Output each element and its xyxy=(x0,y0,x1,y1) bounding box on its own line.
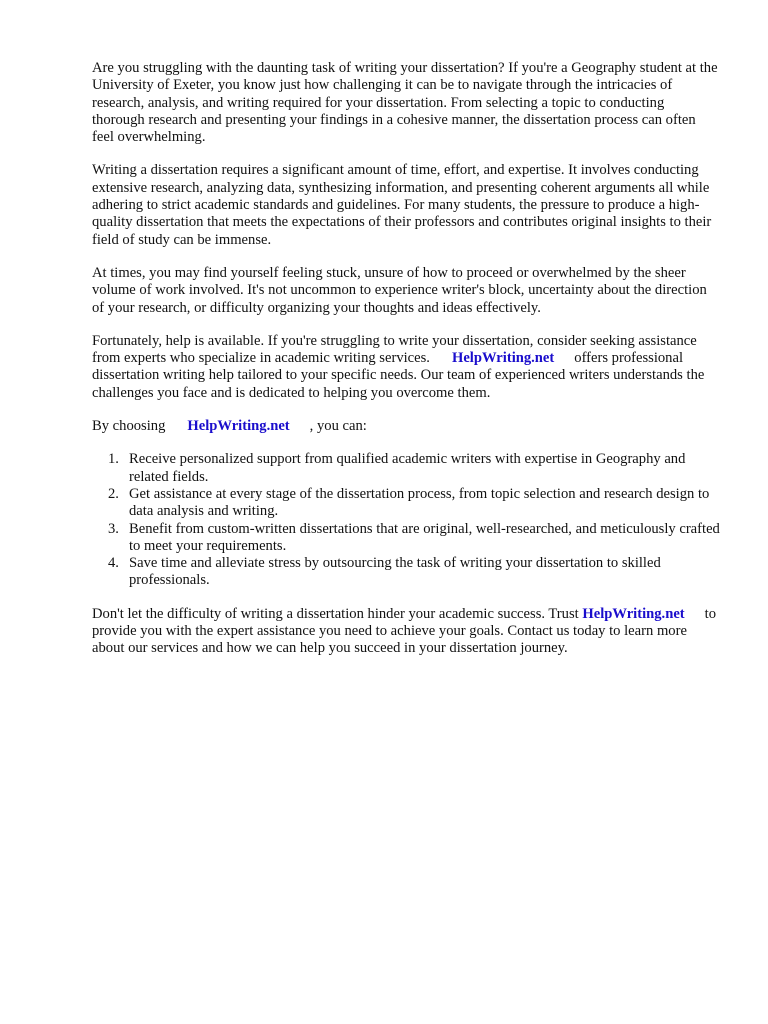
benefits-list xyxy=(92,451,720,589)
list-item-text: Benefit from custom-written dissertations that are original, well-researched, and meticulously crafted to meet your requirements. xyxy=(129,520,720,554)
stuck-paragraph: At times, you may find yourself feeling stuck, unsure of how to proceed or overwhelmed by the sheer volume of work involved. It's not uncommon to experience writer's block, uncertainty about the direction of your research, or difficulty organizing your thoughts and ideas effectively. xyxy=(92,264,707,316)
help-text-before: Fortunately, help is available. If you're struggling to write your dissertation, consider seeking assistance from experts who specialize in academic writing services. xyxy=(92,332,697,367)
list-item xyxy=(92,486,720,521)
list-item-number: 2. xyxy=(108,485,119,502)
document-body xyxy=(92,60,720,674)
list-item-text: Get assistance at every stage of the dissertation process, from topic selection and research design to data analysis and writing. xyxy=(129,485,710,520)
closing-text-before: Don't let the difficulty of writing a dissertation hinder your academic success. Trust xyxy=(92,605,579,622)
choosing-text-after: , you can: xyxy=(309,418,367,435)
list-item xyxy=(92,555,720,590)
helpwriting-link-1[interactable]: HelpWriting.net xyxy=(451,350,555,367)
list-item-number: 1. xyxy=(108,451,119,468)
help-paragraph xyxy=(92,333,720,402)
helpwriting-link-2[interactable]: HelpWriting.net xyxy=(187,418,290,435)
list-item-text: Save time and alleviate stress by outsourcing the task of writing your dissertation to skilled professionals. xyxy=(129,555,661,589)
list-item xyxy=(92,451,720,486)
closing-paragraph xyxy=(92,606,720,658)
help-text-after: offers professional dissertation writing help tailored to your specific needs. Our team of experienced writers understands the challenges you face and is dedicated to helping you overcome them. xyxy=(92,350,705,401)
challenges-paragraph: Writing a dissertation requires a significant amount of time, effort, and expertise. It involves conducting extensive research, analyzing data, synthesizing information, and presenting coherent arguments all while adhering to strict academic standards and guidelines. For many students, the pressure to produce a high-quality dissertation that meets the expectations of their professors and contributes original insights to their field of study can be immense. xyxy=(92,162,712,248)
choosing-paragraph xyxy=(92,418,720,435)
list-item xyxy=(92,521,720,556)
list-item-number: 3. xyxy=(108,520,119,537)
helpwriting-link-3[interactable]: HelpWriting.net xyxy=(582,605,685,622)
closing-text-after: to provide you with the expert assistance you need to achieve your goals. Contact us today to learn more about our services and how we can help you succeed in your dissertation journey. xyxy=(92,605,717,657)
intro-paragraph: Are you struggling with the daunting task of writing your dissertation? If you're a Geography student at the University of Exeter, you know just how challenging it can be to navigate through the intricacies of research, analysis, and writing required for your dissertation. From selecting a topic to conducting thorough research and presenting your findings in a cohesive manner, the dissertation process can often feel overwhelming. xyxy=(92,60,718,146)
list-item-text: Receive personalized support from qualified academic writers with expertise in Geography and related fields. xyxy=(129,451,686,485)
choosing-text-before: By choosing xyxy=(92,418,166,435)
list-item-number: 4. xyxy=(108,555,119,572)
